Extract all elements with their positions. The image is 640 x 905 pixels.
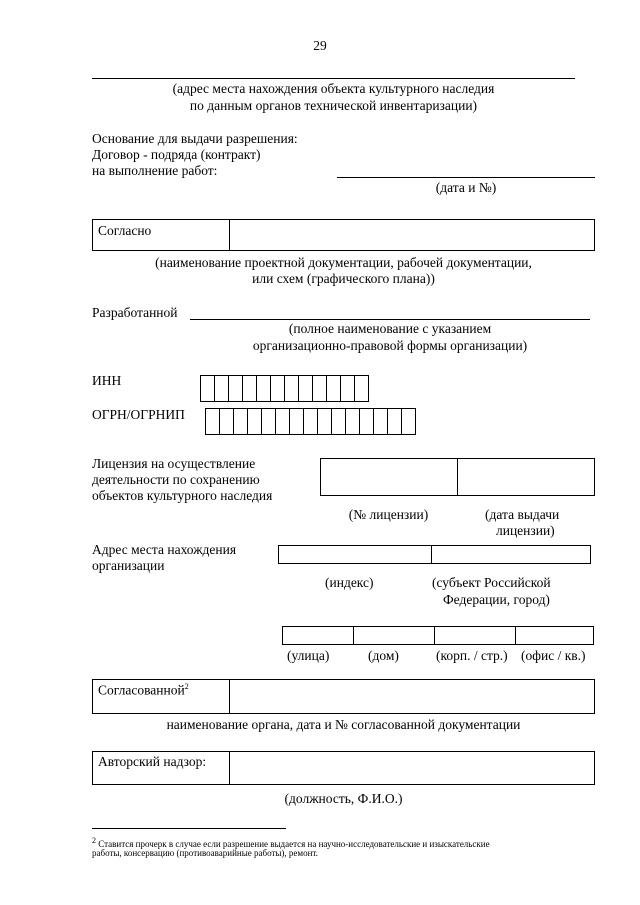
house-divider [434,627,435,644]
address-caption-line2: по данным органов технической инвентаризации) [189,98,478,113]
contract-date-line[interactable] [337,177,595,178]
office-caption: (офис / кв.) [521,648,586,663]
agreed-caption-line1: (наименование проектной документации, рабочей документации, [155,255,532,270]
footnote-mark: 2 [184,682,189,691]
address-caption-line1: (адрес места нахождения объекта культурного наследия [172,81,495,96]
supervision-label: Авторский надзор: [98,754,207,769]
contract-label: Договор - подряда (контракт) [92,147,261,162]
subject-caption-line2: Федерации, город) [443,592,550,607]
org-address-label-line2: организации [92,558,165,573]
date-number-caption: (дата и №) [435,180,497,195]
agreed-label: Согласно [98,223,152,238]
address-line [92,78,575,79]
street-divider [353,627,354,644]
license-divider [457,459,458,495]
license-label-line3: объектов культурного наследия [92,488,273,503]
building-caption: (корп. / стр.) [436,648,508,663]
approved-label: Согласованной$^2$ [98,682,189,698]
supervision-caption: (должность, Ф.И.О.) [284,791,403,806]
inn-label: ИНН [92,373,122,388]
agreed-divider [229,220,230,250]
developed-caption-line2: организационно-правовой формы организации) [252,338,528,353]
agreed-field[interactable] [92,219,595,251]
subject-caption-line1: (субъект Российской [432,575,551,590]
supervision-divider [229,752,230,784]
building-divider [515,627,516,644]
footnote-rule [92,828,286,829]
developed-caption-line1: (полное наименование с указанием [288,321,492,336]
footnote-line2: работы, консервацию (противоаварийные работы), ремонт. [92,848,318,858]
index-subject-field[interactable] [278,545,591,564]
approved-caption: наименование органа, дата и № согласованной документации [166,717,521,732]
basis-label: Основание для выдачи разрешения: [92,131,298,146]
index-divider [431,546,432,563]
developed-line[interactable] [190,319,590,320]
license-label-line2: деятельности по сохранению [92,472,260,487]
license-label-line1: Лицензия на осуществление [92,456,256,471]
street-field[interactable] [282,626,594,645]
approved-divider [229,680,230,713]
inn-cells[interactable] [200,375,369,402]
street-caption: (улица) [287,648,330,663]
org-address-label-line1: Адрес места нахождения [92,542,237,557]
license-date-caption-line2: лицензии) [496,523,555,538]
works-label: на выполнение работ: [92,163,218,178]
footnote-line1: $^2$ Ставится прочерк в случае если разрешение выдается на научно-исследовательские и изыскательские [92,836,490,849]
license-date-caption-line1: (дата выдачи [485,507,560,522]
ogrn-label: ОГРН/ОГРНИП [92,407,185,422]
ogrn-cells[interactable] [205,408,416,435]
developed-label: Разработанной [92,305,178,320]
house-caption: (дом) [368,648,399,663]
page-number: 29 [313,38,327,53]
agreed-caption-line2: или схем (графического плана)) [252,271,435,286]
index-caption: (индекс) [325,575,374,590]
supervision-field[interactable] [92,751,595,785]
license-number-caption: (№ лицензии) [348,507,429,522]
license-field[interactable] [320,458,595,496]
approved-field[interactable] [92,679,595,714]
